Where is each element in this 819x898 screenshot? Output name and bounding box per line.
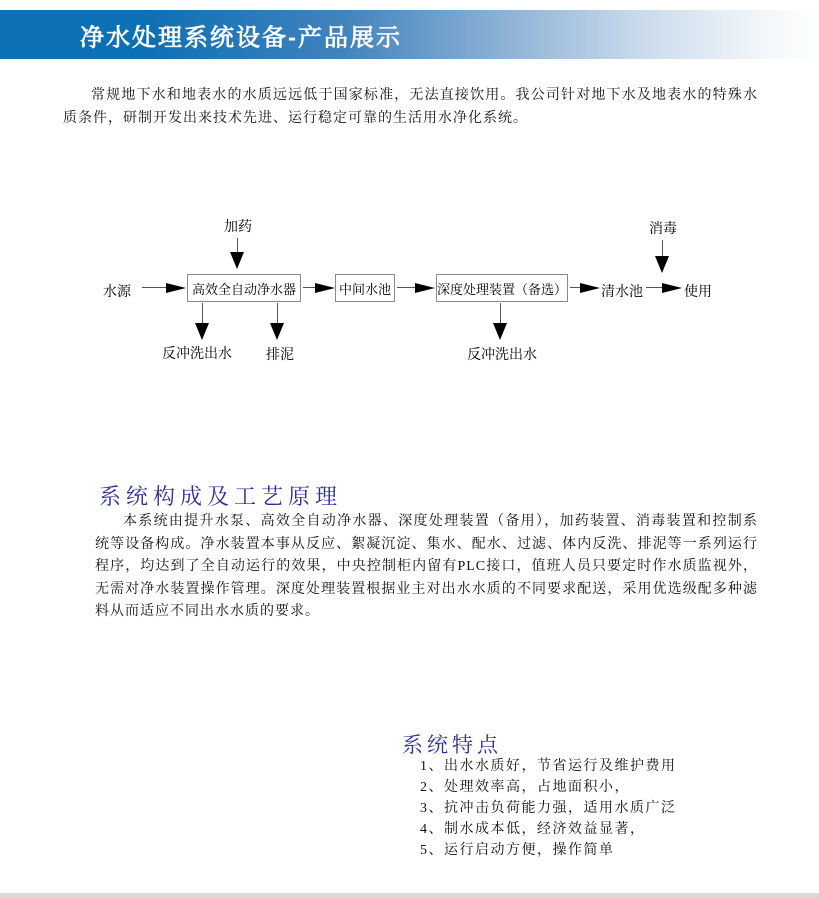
deep-backwash-arrow-line	[500, 303, 501, 325]
flow-arrow-head-icon	[315, 283, 335, 293]
intro-paragraph: 常规地下水和地表水的水质远远低于国家标准，无法直接饮用。我公司针对地下水及地表水的特殊水质条件，研制开发出来技术先进、运行稳定可靠的生活用水净化系统。	[63, 88, 758, 126]
sludge-arrow-line	[277, 303, 278, 325]
header-bar	[0, 10, 819, 59]
feature-item-1: 1、出水水质好，节省运行及维护费用	[420, 759, 677, 774]
flow-arrow-head-icon	[166, 283, 186, 293]
deep-backwash-arrow-head-icon	[493, 323, 507, 340]
feature-list	[420, 756, 677, 861]
disinfection-arrow-head-icon	[655, 256, 669, 273]
flow-arrow-line	[142, 287, 168, 288]
purifier-box: 高效全自动净水器	[187, 274, 301, 302]
middle-pool-box: 中间水池	[335, 274, 395, 302]
disinfection-label: 消毒	[649, 222, 677, 237]
flow-arrow-head-icon	[662, 283, 682, 293]
purifier-backwash-label: 反冲洗出水	[162, 347, 232, 362]
feature-item-5: 5、运行启动方便，操作简单	[420, 843, 615, 858]
deep-backwash-label: 反冲洗出水	[467, 348, 537, 363]
feature-item-2: 2、处理效率高，占地面积小，	[420, 780, 630, 795]
sludge-arrow-head-icon	[270, 323, 284, 340]
page-title: 净水处理系统设备-产品展示	[80, 24, 402, 51]
dosing-arrow-head-icon	[230, 252, 244, 269]
backwash-arrow-head-icon	[195, 323, 209, 340]
clean-pool-label: 清水池	[601, 285, 643, 300]
bottom-divider	[0, 893, 819, 898]
dosing-label: 加药	[224, 220, 252, 235]
feature-item-3: 3、抗冲击负荷能力强，适用水质广泛	[420, 801, 677, 816]
flow-arrow-head-icon	[580, 283, 600, 293]
water-source-label: 水源	[103, 285, 131, 300]
flow-arrow-line	[397, 287, 417, 288]
section-title-system-composition: 系统构成及工艺原理	[99, 484, 343, 509]
backwash-arrow-line	[202, 303, 203, 325]
section-body-system-composition: 本系统由提升水泵、高效全自动净水器、深度处理装置（备用），加药装置、消毒装置和控制系统等设备构成。净水装置本事从反应、絮凝沉淀、集水、配水、过滤、体内反洗、排泥等一系列运行程序，均达到了全自动运行的效果，中央控制柜内留有PLC接口，值班人员只要定时作水质监视外，无需对净水装置操作管理。深度处理装置根据业主对出水水质的不同要求配送，采用优选级配多种滤料从而适应不同出水水质的要求。	[95, 514, 758, 619]
flow-arrow-head-icon	[415, 283, 435, 293]
sludge-label: 排泥	[266, 348, 294, 363]
use-label: 使用	[684, 285, 712, 300]
deep-treatment-box: 深度处理装置（备选）	[436, 274, 568, 302]
section-title-system-features: 系统特点	[402, 733, 502, 757]
feature-item-4: 4、制水成本低，经济效益显著，	[420, 822, 646, 837]
